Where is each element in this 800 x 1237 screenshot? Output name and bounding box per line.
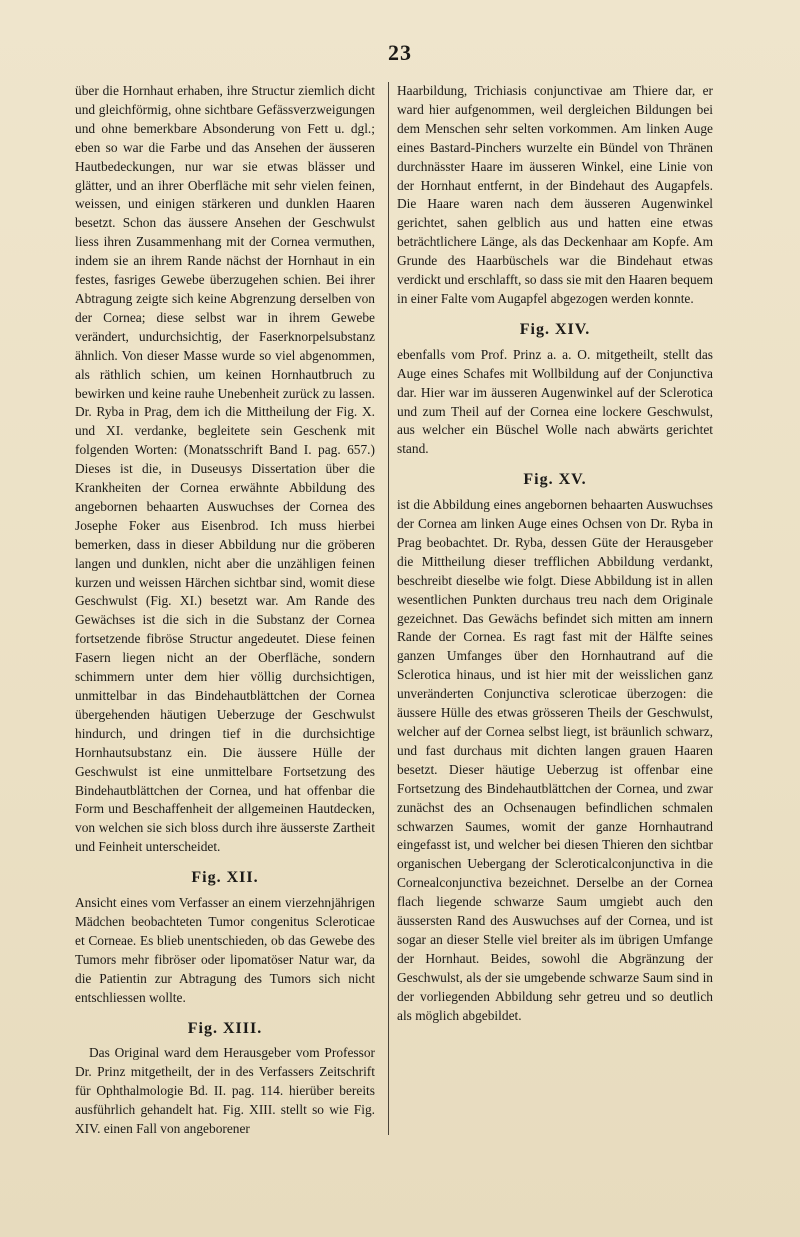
column-divider: [388, 82, 389, 1135]
fig-13-text: Das Original ward dem Herausgeber vom Professor Dr. Prinz mitgetheilt, der in des Verfassers Zeitschrift für Ophthalmologie Bd. II. pag. 114. hierüber bereits ausführlich gehandelt hat. Fig. XIII. stellt so wie Fig. XIV. einen Fall von angeborener: [75, 1045, 375, 1137]
right-column: [397, 82, 713, 1026]
left-paragraph-1: über die Hornhaut erhaben, ihre Structur ziemlich dicht und gleichförmig, ohne sichtbare Gefässverzweigungen und ohne bemerkbare Absonderung von Fett u. dgl.; eben so war die Farbe und das Ansehen der äusseren Hautbedeckungen, nur war sie etwas blässer und glätter, und an ihrer Oberfläche mit sehr vielen feinen, weissen, und einigen stärkeren und dunklen Haaren besetzt. Schon das äussere Ansehen der Geschwulst liess ihren Zusammenhang mit der Cornea vermuthen, indem sie an ihrem Rande nächst der Hornhaut in ein festes, fasriges Gewebe überzugehen schien. Bei ihrer Abtragung zeigte sich keine Abgrenzung derselben von der Cornea; diese selbst war in ihrem Gewebe verändert, undurchsichtig, der Faserknorpelsubstanz ähnlich. Von dieser Masse wurde so viel abgenommen, als räthlich schien, um keinen Hornhautbruch zu bewirken und keine rauhe Unebenheit zurück zu lassen. Dr. Ryba in Prag, dem ich die Mittheilung der Fig. X. und XI. verdanke, begleitete sein Geschenk mit folgenden Worten: (Monatsschrift Band I. pag. 657.) Dieses ist die, in Duseusys Dissertation über die Krankheiten der Cornea erwähnte Abbildung des angebornen behaarten Auswuchses der Cornea des Josephe Foker aus Eisenbrod. Ich muss hierbei bemerken, dass in dieser Abbildung nur die gröberen langen und dunklen, nicht aber die unzähligen feinen kurzen und weissen Härchen sichtbar sind, womit diese Geschwulst (Fig. XI.) besetzt war. Am Rande des Gewächses ist die sich in die Substanz der Cornea fortsetzende fibröse Structur angedeutet. Diese feinen Fasern liegen nicht an der Oberfläche, sondern schimmern unter dem hier völlig durchsichtigen, unmittelbar in das Bindehautblättchen der Cornea übergehenden häutigen Ueberzuge der Geschwulst hindurch, und dringen tief in die durchsichtige Hornhautsubstanz ein. Die äussere Hülle der Geschwulst ist eine unmittelbare Fortsetzung des Bindehautblättchen der Cornea, und hat offenbar die Form und Beschaffenheit der allgemeinen Hautdecken, von welchen sie sich bloss durch ihre äusserste Zartheit und Feinheit unterscheidet.: [75, 83, 375, 855]
fig-12-heading: Fig. XII.: [191, 869, 259, 887]
fig-15-heading: Fig. XV.: [523, 471, 587, 489]
fig-14-heading: Fig. XIV.: [519, 320, 591, 338]
fig-14-text: ebenfalls vom Prof. Prinz a. a. O. mitgetheilt, stellt das Auge eines Schafes mit Wollbildung auf der Conjunctiva dar. Hier war im äusseren Augenwinkel auf der Sclerotica und zum Theil auf der Cornea eine lockere Geschwulst, aus welcher ein Büschel Wolle nach abwärts gerichtet stand.: [397, 346, 713, 457]
fig-15-text: ist die Abbildung eines angebornen behaarten Auswuchses der Cornea am linken Auge eines Ochsen von Dr. Ryba in Prag beobachtet. Dr. Ryba, dessen Güte der Herausgeber die Mittheilung dieser trefflichen Abbildung verdankt, beschreibt dieselbe wie folgt. Diese Abbildung ist in allen wesentlichen Punkten durchaus treu nach dem Originale gezeichnet. Das Gewächs befindet sich mitten am innern Rande der Cornea. Es ragt fast mit der Hälfte seines ganzen Umfanges über den Hornhautrand auf die Sclerotica hinaus, und ist hier mit der weisslichen ganz unveränderten Conjunctiva scleroticae überzogen: die äussere Hülle des etwas grösseren Theils der Geschwulst, welcher auf der Cornea selbst liegt, ist bräunlich schwarz, und fast durchaus mit dichten langen grauen Haaren besetzt. Dieser häutige Ueberzug ist offenbar eine Fortsetzung des Bindehautblättchen der Cornea, und zwar zunächst des an Ochsenaugen befindlichen schmalen schwarzen Saumes, womit der ganze Hornhautrand eingefasst ist, und welcher bei diesen Thieren den sichtbar organischen Uebergang der Scleroticalconjunctiva in die Cornealconjunctiva bezeichnet. Derselbe an der Cornea flach liegende schwarze Saum umgiebt auch den äussersten Rand des Auswuchses auf der Cornea, und ist sogar an dieser Stelle viel breiter als im übrigen Umfange der Hornhaut. Beides, sowohl die Abgränzung der Geschwulst, als der sie umgebende schwarze Saum sind in der vorliegenden Abbildung sehr getreu und so deutlich als möglich abgebildet.: [397, 497, 713, 1023]
right-paragraph-1: Haarbildung, Trichiasis conjunctivae am Thiere dar, er ward hier aufgenommen, weil dergleichen Bildungen bei dem Menschen sehr selten vorkommen. Am linken Auge eines Bastard-Pinchers wurzelte ein Bündel von Thränen durchnässter Haare im äusseren Winkel, eine Linie von der Hornhaut entfernt, in der Bindehaut des Augapfels. Die Haare waren nach dem äusseren Augenwinkel gerichtet, sahen gelblich aus und hatten eine etwas beträchtlichere Länge, als das Deckenhaar am Kopfe. Am Grunde des Haarbüschels war die Bindehaut etwas verdickt und erschlafft, so dass sie mit den Haaren bequem in einer Falte vom Augapfel abgezogen werden konnte.: [397, 83, 713, 306]
page-number: 23: [388, 40, 412, 65]
left-column: [75, 82, 375, 1139]
fig-13-heading: Fig. XIII.: [187, 1019, 263, 1037]
fig-12-text: Ansicht eines vom Verfasser an einem vierzehnjährigen Mädchen beobachteten Tumor congenitus Scleroticae et Corneae. Es blieb unentschieden, ob das Gewebe des Tumors mehr fibröser oder lipomatöser Natur war, da die Patientin zur Abtragung des Tumors sich nicht entschliessen wollte.: [75, 895, 375, 1005]
